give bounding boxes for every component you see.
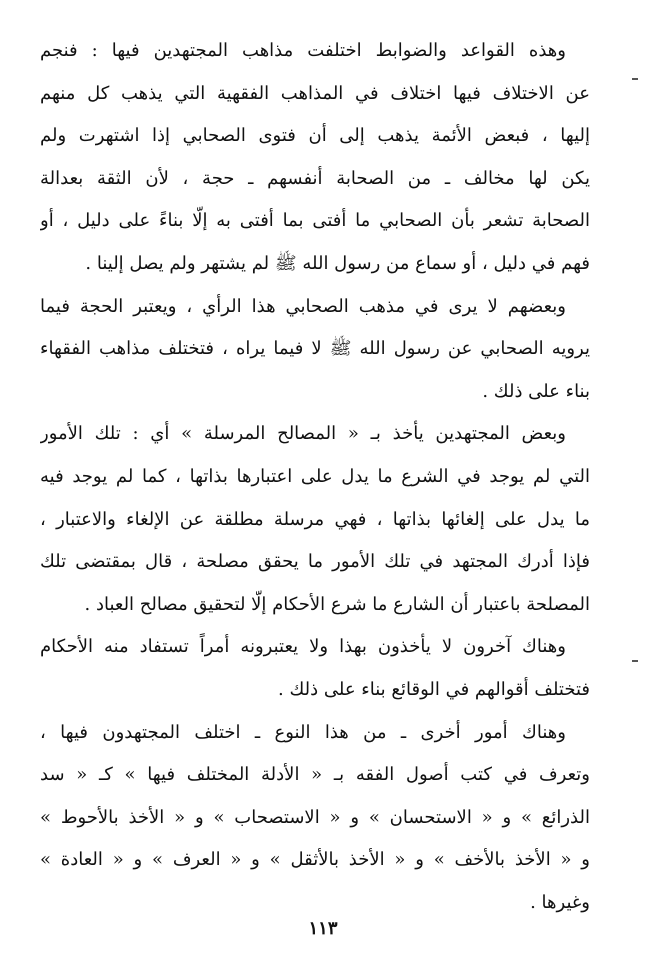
text-line: الذرائع » و « الاستحسان » و « الاستصحاب » و « الأخذ بالأحوط »	[40, 806, 590, 828]
text-line: عن الاختلاف فيها اختلاف في المذاهب الفقهية التي يذهب كل منهم	[40, 82, 590, 104]
text-body	[40, 30, 590, 924]
text-line: وهذه القواعد والضوابط اختلفت مذاهب المجتهدين فيها : فنجم	[40, 40, 566, 61]
text-line: يرويه الصحابي عن رسول الله ﷺ لا فيما يراه ، فتختلف مذاهب الفقهاء	[40, 338, 590, 360]
text-line: المصلحة باعتبار أن الشارع ما شرع الأحكام إلّا لتحقيق مصالح العباد .	[84, 593, 590, 615]
text-line: إليها ، فبعض الأئمة يذهب إلى أن فتوى الصحابي إذا اشتهرت ولم	[40, 125, 590, 147]
text-line: فإذا أدرك المجتهد في تلك الأمور ما يحقق مصلحة ، قال بمقتضى تلك	[40, 551, 590, 573]
text-line: وهناك أمور أخرى ـ من هذا النوع ـ اختلف المجتهدون فيها ،	[40, 721, 566, 743]
text-line: وغيرها .	[530, 891, 590, 913]
text-line: التي لم يوجد في الشرع ما يدل على اعتبارها بذاتها ، كما لم يوجد فيه	[40, 465, 590, 487]
text-line: ما يدل على إلغائها بذاتها ، فهي مرسلة مطلقة عن الإلغاء والاعتبار ،	[40, 508, 590, 530]
text-line: وهناك آخرون لا يأخذون بهذا ولا يعتبرونه أمراً تستفاد منه الأحكام	[40, 636, 566, 658]
text-line: وبعض المجتهدين يأخذ بـ « المصالح المرسلة » أي : تلك الأمور	[40, 423, 566, 445]
text-line: فهم في دليل ، أو سماع من رسول الله ﷺ لم يشتهر ولم يصل إلينا .	[85, 252, 590, 274]
margin-mark	[632, 78, 638, 80]
text-line: الصحابة تشعر بأن الصحابي ما أفتى بما أفتى به إلّا بناءً على دليل ، أو	[40, 210, 590, 232]
text-line: وبعضهم لا يرى في مذهب الصحابي هذا الرأي ، ويعتبر الحجة فيما	[40, 295, 566, 317]
page-number: ١١٣	[308, 918, 338, 939]
text-line: و « الأخذ بالأخف » و « الأخذ بالأثقل » و « العرف » و « العادة »	[40, 849, 590, 871]
text-line: يكن لها مخالف ـ من الصحابة أنفسهم ـ حجة ، لأن الثقة بعدالة	[40, 167, 590, 189]
margin-mark	[632, 660, 638, 662]
text-line: وتعرف في كتب أصول الفقه بـ « الأدلة المختلف فيها » كـ « سد	[40, 764, 590, 786]
text-line: بناء على ذلك .	[482, 380, 590, 402]
text-line: فتختلف أقوالهم في الوقائع بناء على ذلك .	[278, 678, 590, 700]
